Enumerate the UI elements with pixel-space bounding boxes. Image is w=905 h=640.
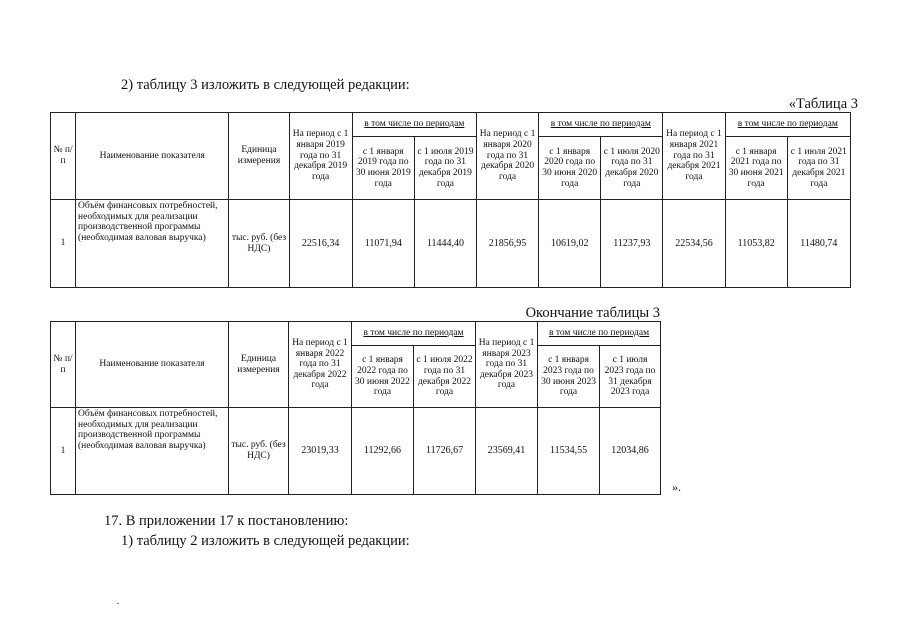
header-period-2020: На период с 1 января 2020 года по 31 декабря 2020 года — [476, 113, 538, 200]
header-period-2019: На период с 1 января 2019 года по 31 декабря 2019 года — [289, 113, 352, 200]
table-row — [51, 200, 851, 288]
row-indicator-name: Объём финансовых потребностей, необходимых для реализации производственной программы (необходимая валовая выручка) — [76, 200, 229, 288]
header-h2-2023: с 1 июля 2023 года по 31 декабря 2023 года — [600, 346, 661, 408]
table-row — [51, 408, 661, 495]
header-period-2022: На период с 1 января 2022 года по 31 декабря 2022 года — [289, 322, 352, 408]
header-including-2023: в том числе по периодам — [538, 322, 661, 346]
value-cell: 12034,86 — [600, 408, 661, 495]
header-h1-2023: с 1 января 2023 года по 30 июня 2023 года — [538, 346, 600, 408]
header-number: № п/п — [51, 113, 76, 200]
row-number: 1 — [51, 200, 76, 288]
paragraph-appendix-17: 17. В приложении 17 к постановлению: — [104, 513, 349, 529]
header-h2-2020: с 1 июля 2020 года по 31 декабря 2020 года — [601, 137, 663, 200]
header-indicator-name: Наименование показателя — [76, 113, 229, 200]
value-cell: 23019,33 — [289, 408, 352, 495]
value-cell: 23569,41 — [476, 408, 538, 495]
paragraph-table2-edit: 1) таблицу 2 изложить в следующей редакции: — [121, 533, 410, 549]
header-h2-2019: с 1 июля 2019 года по 31 декабря 2019 года — [414, 137, 476, 200]
scan-speck — [117, 603, 119, 604]
header-unit: Единица измерения — [229, 113, 289, 200]
row-indicator-name: Объём финансовых потребностей, необходимых для реализации производственной программы (необходимая валовая выручка) — [76, 408, 229, 495]
header-h2-2021: с 1 июля 2021 года по 31 декабря 2021 года — [787, 137, 850, 200]
header-including-2022: в том числе по периодам — [352, 322, 476, 346]
table-caption: «Таблица 3 — [788, 96, 858, 112]
header-including-2020: в том числе по периодам — [539, 113, 663, 137]
value-cell: 11053,82 — [725, 200, 787, 288]
header-h1-2022: с 1 января 2022 года по 30 июня 2022 года — [352, 346, 414, 408]
financial-table-2022-2023 — [50, 321, 661, 495]
header-h2-2022: с 1 июля 2022 года по 31 декабря 2022 года — [414, 346, 476, 408]
header-indicator-name: Наименование показателя — [76, 322, 229, 408]
header-period-2021: На период с 1 января 2021 года по 31 декабря 2021 года — [663, 113, 725, 200]
header-h1-2019: с 1 января 2019 года по 30 июня 2019 года — [352, 137, 414, 200]
row-unit: тыс. руб. (без НДС) — [229, 408, 289, 495]
financial-table-2019-2021 — [50, 112, 851, 288]
value-cell: 11237,93 — [601, 200, 663, 288]
header-period-2023: На период с 1 января 2023 года по 31 декабря 2023 года — [476, 322, 538, 408]
value-cell: 22534,56 — [663, 200, 725, 288]
header-including-2019: в том числе по периодам — [352, 113, 476, 137]
closing-quote: ». — [672, 480, 681, 494]
header-h1-2021: с 1 января 2021 года по 30 июня 2021 года — [725, 137, 787, 200]
value-cell: 11444,40 — [414, 200, 476, 288]
value-cell: 11071,94 — [352, 200, 414, 288]
header-h1-2020: с 1 января 2020 года по 30 июня 2020 года — [539, 137, 601, 200]
value-cell: 10619,02 — [539, 200, 601, 288]
value-cell: 21856,95 — [476, 200, 538, 288]
header-including-2021: в том числе по периодам — [725, 113, 850, 137]
table-continuation-caption: Окончание таблицы 3 — [525, 305, 660, 321]
header-unit: Единица измерения — [229, 322, 289, 408]
paragraph-table3-edit: 2) таблицу 3 изложить в следующей редакции: — [121, 77, 410, 93]
value-cell: 11292,66 — [352, 408, 414, 495]
row-number: 1 — [51, 408, 76, 495]
value-cell: 11534,55 — [538, 408, 600, 495]
value-cell: 22516,34 — [289, 200, 352, 288]
header-number: № п/п — [51, 322, 76, 408]
row-unit: тыс. руб. (без НДС) — [229, 200, 289, 288]
value-cell: 11726,67 — [414, 408, 476, 495]
value-cell: 11480,74 — [787, 200, 850, 288]
